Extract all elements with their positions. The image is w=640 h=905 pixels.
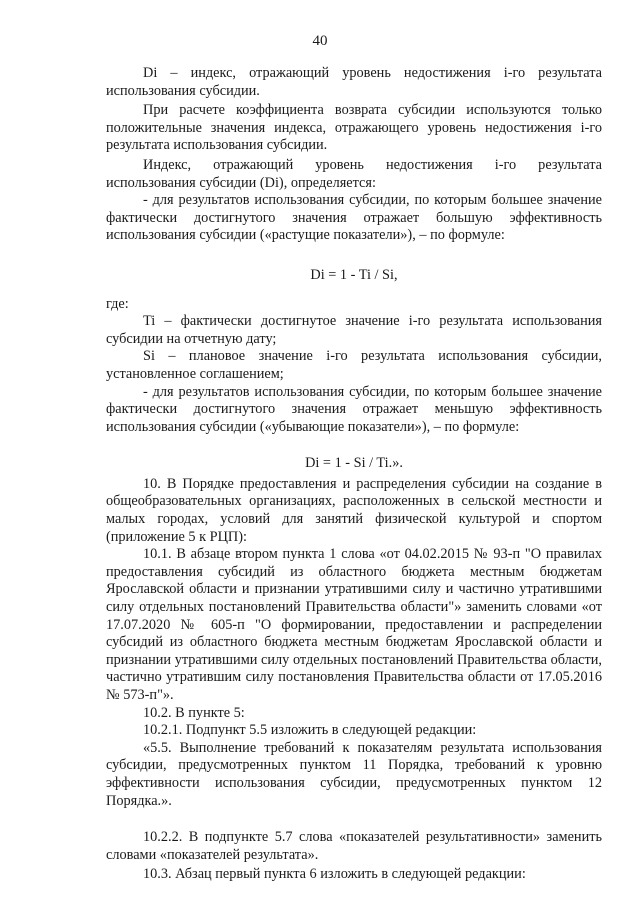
paragraph-ti-definition: Ti – фактически достигнутое значение i-го результата использования субсидии на отчетную дату; xyxy=(106,313,602,347)
paragraph-growing-indicators: - для результатов использования субсидии, по которым большее значение фактически достигнутого значения отражает большую эффективность использования субсидии («растущие показатели»), – по формуле: xyxy=(106,192,602,244)
page-number: 40 xyxy=(312,33,328,49)
paragraph-item-10-1: 10.1. В абзаце втором пункта 1 слова «от 04.02.2015 № 93-п "О правилах предоставления субсидий из областного бюджета местным бюджетам Ярославской области и признании утратившими силу и частично утратившими силу отдельных постановлений Правительства области"» заменить словами «от 17.07.2020 № 605-п "О формировании, предоставлении и распределении субсидий из областного бюджета местным бюджетам Ярославской области и признании утратившими силу отдельных постановлений Правительства области, частично утратившим силу постановления Правительства области от 17.05.2016 № 573-п"». xyxy=(106,546,602,703)
paragraph-item-10-2-2: 10.2.2. В подпункте 5.7 слова «показателей результативности» заменить словами «показателей результата». xyxy=(106,829,602,863)
paragraph-decreasing-indicators: - для результатов использования субсидии, по которым большее значение фактически достигнутого значения отражает меньшую эффективность использования субсидии («убывающие показатели»), – по формуле: xyxy=(106,383,602,435)
formula-growing: Di = 1 - Ti / Si, xyxy=(310,266,398,283)
paragraph-item-5-5-quote: «5.5. Выполнение требований к показателям результата использования субсидии, предусмотренных пунктом 11 Порядка, требований к уровню эффективности использования субсидии, предусмотренных пунктом 12 Порядка.». xyxy=(106,739,602,809)
document-body xyxy=(106,65,602,884)
paragraph-si-definition: Si – плановое значение i-го результата использования субсидии, установленное соглашением; xyxy=(106,348,602,382)
paragraph-item-10: 10. В Порядке предоставления и распределения субсидии на создание в общеобразовательных организациях, расположенных в сельской местности и малых городах, условий для занятий физической культурой и спортом (приложение 5 к РЦП): xyxy=(106,475,602,545)
paragraph-positive-values: При расчете коэффициента возврата субсидии используются только положительные значения индекса, отражающего уровень недостижения i-го результата использования субсидии. xyxy=(106,102,602,154)
paragraph-item-10-3: 10.3. Абзац первый пункта 6 изложить в следующей редакции: xyxy=(143,866,526,883)
paragraph-where: где: xyxy=(106,295,129,312)
paragraph-item-10-2-1: 10.2.1. Подпункт 5.5 изложить в следующей редакции: xyxy=(143,722,477,739)
paragraph-item-10-2: 10.2. В пункте 5: xyxy=(143,704,245,721)
paragraph-index-determined: Индекс, отражающий уровень недостижения i-го результата использования субсидии (Di), определяется: xyxy=(106,156,602,191)
formula-decreasing: Di = 1 - Si / Ti.». xyxy=(305,455,403,472)
paragraph-di-definition: Di – индекс, отражающий уровень недостижения i-го результата использования субсидии. xyxy=(106,65,602,99)
